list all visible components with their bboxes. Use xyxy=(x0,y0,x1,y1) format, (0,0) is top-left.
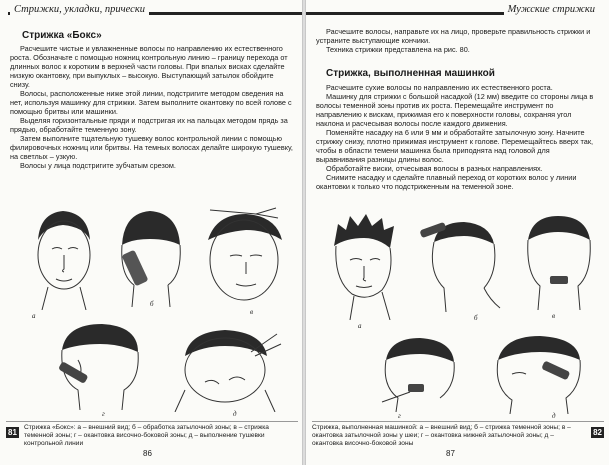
figure-label-d: д xyxy=(233,410,237,418)
caption-number: 82 xyxy=(593,428,602,437)
paragraph: Расчешите сухие волосы по направлению их естественного роста. xyxy=(326,83,553,92)
page-number: 86 xyxy=(143,449,152,458)
right-caption xyxy=(312,421,604,448)
figure-top-clipper xyxy=(414,212,504,312)
section-title-boks: Стрижка «Бокс» xyxy=(22,30,102,41)
caption-text: Стрижка «Бокс»: а – внешний вид; б – обработка затылочной зоны; в – стрижка теменной зоны; г – окантовка височно-боковой зоны; д – выполнение тушевки контрольной линии xyxy=(24,424,269,447)
left-running-header xyxy=(8,4,302,20)
paragraph: Машинку для стрижки с большой насадкой (12 мм) введите со стороны лица в волосы теменной зоны против их роста. Перемещайте инструмент по направлению к вискам, прижимая его к поверхности головы, сохраняя угол наклона и расчесывая волосы после каждого движения. xyxy=(316,92,594,128)
section-title-clipper: Стрижка, выполненная машинкой xyxy=(326,68,495,79)
paragraph: Расчешите чистые и увлажненные волосы по направлению их естественного роста. Обозначьте с помощью ножниц контрольную линию – границу перехода от длинных волос к коротким в верхней части головы. При впалых висках сделайте низкую окантовку, при выпуклых – высокую. Выступающий затылок обойдите снизу. xyxy=(10,44,288,89)
figure-label-v: в xyxy=(552,312,556,320)
right-page xyxy=(306,0,609,465)
paragraph: Волосы у лица подстригите зубчатым срезом. xyxy=(20,161,176,170)
figure-side-clipper xyxy=(48,318,148,410)
figure-face-front xyxy=(18,205,108,310)
paragraph: Поменяйте насадку на 6 или 9 мм и обработайте затылочную зону. Начните стрижку снизу, плотно прижимая инструмент к голове. Перемещайтесь вверх так, чтобы в области темени машинка была приподнята над головой для выравнивания разницы длины волос. xyxy=(316,128,594,164)
paragraph: Техника стрижки представлена на рис. 80. xyxy=(326,45,470,54)
left-page xyxy=(0,0,302,465)
right-header-title: Мужские стрижки xyxy=(504,4,599,15)
figure-temple-side xyxy=(482,330,594,414)
paragraph: Выделяя горизонтальные пряди и подстригая их на пальцах методом прядь за прядью, обработайте теменную зону. xyxy=(10,116,288,134)
left-header-title: Стрижки, укладки, прически xyxy=(10,4,149,15)
right-running-header xyxy=(306,4,601,20)
caption-number: 81 xyxy=(8,428,17,437)
caption-text: Стрижка, выполненная машинкой: а – внешний вид; б – стрижка теменной зоны; в – окантовка затылочной зоны у шеи; г – окантовка нижней затылочной зоны; д – окантовка височно-боковой зоны xyxy=(312,424,571,447)
header-rule xyxy=(306,12,521,15)
figure-label-a: а xyxy=(358,322,362,330)
figure-label-b: б xyxy=(474,314,478,322)
figure-crown-scissors xyxy=(196,200,296,310)
right-body-text xyxy=(316,83,599,191)
figure-label-g: г xyxy=(398,412,401,420)
figure-man-three-quarter xyxy=(324,210,406,320)
paragraph: Волосы, расположенные ниже этой линии, подстригите методом сведения на нет, используя машинку для стрижки. Затем выполните окантовку по всей голове с помощью бритвы или машинки. xyxy=(10,89,292,116)
left-body-text xyxy=(10,44,293,170)
figure-label-a: а xyxy=(32,312,36,320)
right-intro-text xyxy=(316,27,599,54)
figure-label-b: б xyxy=(150,300,154,308)
figure-lower-nape xyxy=(370,332,462,412)
figure-blending-line xyxy=(165,322,285,412)
figure-nape-back xyxy=(516,210,602,312)
paragraph: Снимите насадку и сделайте плавный переход от коротких волос у линии окантовки к только что подстриженным на теменной зоне. xyxy=(316,173,577,191)
paragraph: Затем выполните тщательную тушевку волос контрольной линии с помощью филировочных ножниц или бритвы. На темных волосах делайте широкую тушевку, на светлых – узкую. xyxy=(10,134,293,161)
figure-nape-clipper xyxy=(108,205,193,310)
left-caption xyxy=(6,421,298,448)
figure-label-v: в xyxy=(250,308,254,316)
figure-label-d: д xyxy=(552,412,556,420)
figure-label-g: г xyxy=(102,410,105,418)
page-number: 87 xyxy=(446,449,455,458)
paragraph: Расчешите волосы, направьте их на лицо, проверьте правильность стрижки и устраните выступающие кончики. xyxy=(316,27,591,45)
paragraph: Обработайте виски, отчесывая волосы в разных направлениях. xyxy=(326,164,543,173)
